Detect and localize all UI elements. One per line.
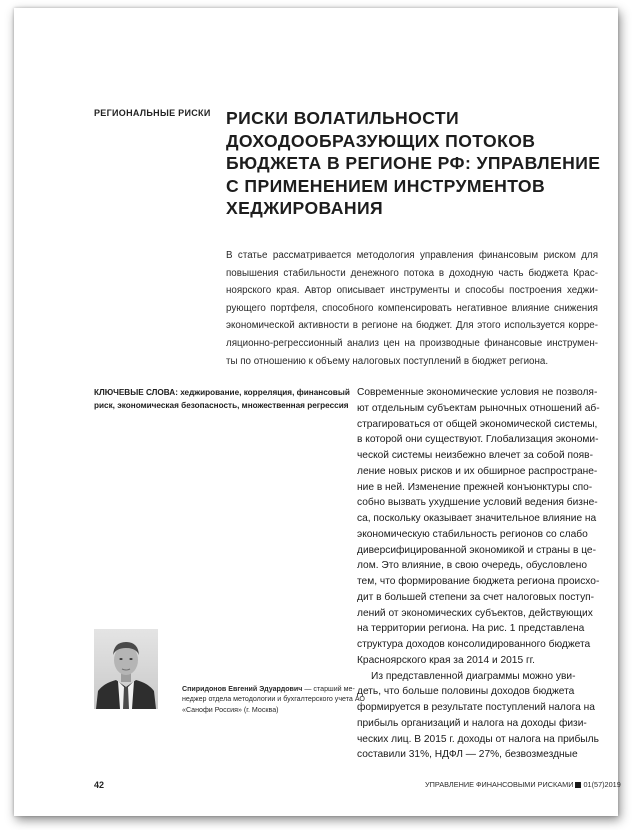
body-line: лом. Это влияние, в свою очередь, обусловлено — [357, 560, 588, 572]
journal-page — [14, 8, 621, 816]
square-separator-icon — [575, 782, 581, 788]
abstract-line: экономической активности в регионе на бюджет. Для этого используется корре- — [226, 320, 598, 332]
body-line: собно вызвать ухудшение условий ведения бизне- — [357, 497, 598, 509]
keywords-line: КЛЮЧЕВЫЕ СЛОВА: хеджирование, корреляция, финансовый — [94, 388, 350, 397]
body-line: лений от экономических субъектов, действующих — [357, 607, 593, 619]
caption-line — [182, 684, 355, 694]
title-line: ХЕДЖИРОВАНИЯ — [226, 198, 384, 219]
abstract-line: рующего портфеля, способного компенсировать негативное влияние снижения — [226, 302, 598, 314]
keywords — [94, 387, 350, 412]
body-line: экономическую стабильность регионов со слабо — [357, 528, 588, 540]
journal-name: УПРАВЛЕНИЕ ФИНАНСОВЫМИ РИСКАМИ — [425, 780, 574, 789]
body-line: Современные экономические условия не позволя- — [357, 387, 598, 398]
journal-footer — [425, 780, 621, 789]
article-body — [357, 385, 599, 763]
title-line: С ПРИМЕНЕНИЕМ ИНСТРУМЕНТОВ — [226, 175, 546, 196]
title-line: БЮДЖЕТА В РЕГИОНЕ РФ: УПРАВЛЕНИЕ — [226, 153, 601, 174]
body-line: деть, что больше половины доходов бюджета — [357, 686, 575, 698]
caption-line: «Санофи Россия» (г. Москва) — [182, 705, 279, 714]
author-role-start: — старший ме- — [302, 685, 355, 693]
body-line: са, поскольку оказывает значительное влияние на — [357, 513, 597, 524]
body-line: в которой они существуют. Глобализация экономи- — [357, 434, 599, 446]
title-line: РИСКИ ВОЛАТИЛЬНОСТИ — [226, 108, 460, 128]
body-line: ют отдельным субъектам рыночных отношений аб- — [357, 402, 600, 414]
abstract-line: ляционно-регрессионный анализ цен на производные финансовые инструмен- — [226, 337, 598, 349]
caption-line: неджер отдела методологии и бухгалтерского учета АО — [182, 695, 365, 704]
title-line: ДОХОДООБРАЗУЮЩИХ ПОТОКОВ — [226, 130, 536, 151]
keywords-line: риск, экономическая безопасность, множественная регрессия — [94, 400, 349, 410]
body-line: на территории региона. На рис. 1 представлена — [357, 623, 585, 635]
author-portrait-image — [94, 629, 158, 709]
author-photo — [94, 629, 158, 709]
abstract — [226, 247, 598, 370]
abstract-line: В статье рассматривается методология управления финансовым риском для — [226, 250, 598, 261]
body-line: Из представленной диаграммы можно уви- — [371, 670, 576, 682]
author-caption — [182, 684, 365, 715]
page-number: 42 — [94, 780, 105, 790]
body-line: тем, что формирование бюджета региона происхо- — [357, 576, 600, 587]
body-line: прибыль организаций и налога на доходы физи- — [357, 717, 587, 729]
body-line: ление новых рисков и их обширное распростране- — [357, 465, 598, 477]
body-line: дит в большей степени за счет налоговых поступ- — [357, 591, 595, 603]
body-line: ние в ней. Изменение прежней конъюнктуры спо- — [357, 481, 593, 493]
section-label: РЕГИОНАЛЬНЫЕ РИСКИ — [94, 108, 211, 118]
author-name: Спиридонов Евгений Эдуардович — [182, 685, 303, 693]
journal-issue: 01(57)2019 — [583, 780, 621, 789]
body-line: страгироваться от общей экономической системы, — [357, 418, 598, 430]
body-line: ческих лиц. В 2015 г. доходы от налога на прибыль — [357, 733, 599, 745]
article-title — [226, 107, 601, 220]
body-line: структура доходов консолидированного бюджета — [357, 639, 591, 650]
abstract-line: ноярского края. Автор описывает инструменты и способы построения хеджи- — [226, 285, 598, 297]
body-line: составили 31%, НДФЛ — 27%, безвозмездные — [357, 749, 578, 761]
abstract-line: ты по отношению к объему налоговых поступлений в бюджет региона. — [226, 355, 549, 367]
body-line: Красноярского края за 2014 и 2015 гг. — [357, 654, 535, 666]
abstract-line: повышения стабильности денежного потока в доходную часть бюджета Крас- — [226, 267, 598, 279]
body-line: диверсифицированной экономикой и страны в це- — [357, 544, 596, 556]
body-line: формируется в результате поступлений налога на — [357, 702, 595, 713]
body-line: ческой системы неизбежно влечет за собой появ- — [357, 450, 593, 461]
